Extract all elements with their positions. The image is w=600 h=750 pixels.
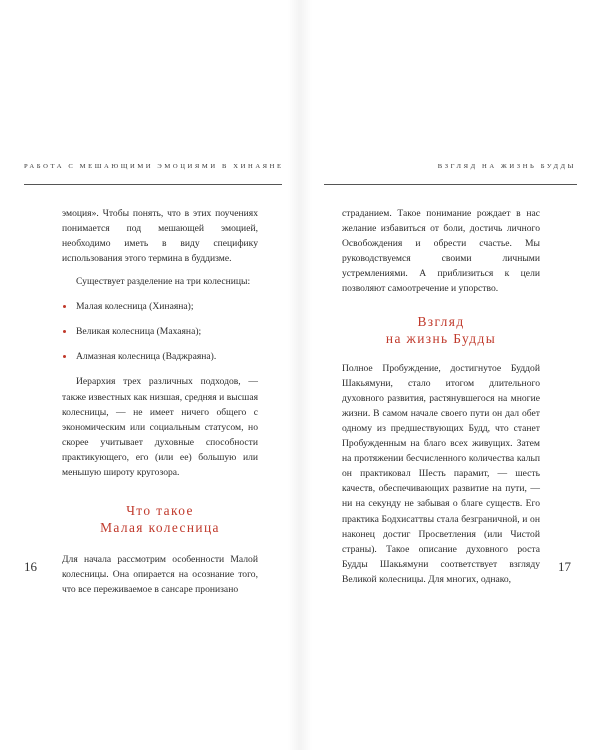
right-header-rule <box>324 184 577 185</box>
bullet-dot-icon <box>63 355 66 358</box>
right-paragraph-1: страданием. Такое понимание рождает в нас желание избавиться от боли, достичь личного Освобождения и обрести счастье. Мы руководствуемся своими личными устремлениями. А приблизиться к цели позволяют самоотречение и упорство. <box>342 208 540 295</box>
left-paragraph-3: Иерархия трех различных подходов, — также известных как низшая, средняя и высшая колесницы, — не имеет ничего общего с экономическим или социальным статусом, но скорее учитывает духовные способности практикующего, его (или ее) большую или меньшую широту кругозора. <box>62 376 258 479</box>
left-running-head: РАБОТА С МЕШАЮЩИМИ ЭМОЦИЯМИ В ХИНАЯНЕ <box>24 163 284 170</box>
bullet-dot-icon <box>63 330 66 333</box>
list-item-text: Малая колесница (Хинаяна); <box>76 301 194 313</box>
left-page-number: 16 <box>24 559 37 574</box>
left-heading-line-1: Что такое <box>126 503 194 519</box>
left-header-rule <box>24 184 282 185</box>
right-heading-line-1: Взгляд <box>417 313 465 329</box>
left-section-heading <box>62 502 258 536</box>
right-paragraph-2: Полное Пробуждение, достигнутое Буддой Шакьямуни, стало итогом длительного духовного развития, растянувшегося на многие жизни. В самом начале своего пути он дал обет одному из предшествующих Будд, что станет Пробужденным на благо всех живущих. Затем на протяжении бесчисленного количества кальп он практиковал Шесть парамит, — шесть качеств, обеспечивающих развитие на пути, — ни на секунду не забывая о благе существ. Его практика Бодхисаттвы стала безграничной, и он наконец достиг Просветления (или Чистой страны). Такое описание духовного роста Будды Шакьямуни соответствует взгляду Великой колесницы. Для многих, однако, <box>342 362 540 585</box>
left-paragraph-1: эмоция». Чтобы понять, что в этих поучениях понимается под мешающей эмоцией, необходимо иметь в виду специфику использования этого термина в буддизме. <box>62 208 258 265</box>
colesnitsa-list <box>62 299 258 364</box>
bullet-dot-icon <box>63 305 66 308</box>
right-page-number: 17 <box>558 559 571 574</box>
list-item-text: Великая колесница (Махаяна); <box>76 326 202 338</box>
left-paragraph-4: Для начала рассмотрим особенности Малой колесницы. Она опирается на осознание того, что все переживаемое в сансаре пронизано <box>62 554 258 596</box>
right-heading-line-2: на жизнь Будды <box>385 330 497 346</box>
left-heading-line-2: Малая колесница <box>100 520 220 536</box>
list-item <box>62 349 258 364</box>
list-item-text: Алмазная колесница (Ваджраяна). <box>76 351 217 363</box>
right-page-body <box>342 206 540 587</box>
left-paragraph-2: Существует разделение на три колесницы: <box>76 276 251 288</box>
list-item <box>62 324 258 339</box>
left-page-body <box>62 206 258 597</box>
right-section-heading <box>342 313 540 347</box>
right-running-head: ВЗГЛЯД НА ЖИЗНЬ БУДДЫ <box>437 163 576 170</box>
list-item <box>62 299 258 314</box>
